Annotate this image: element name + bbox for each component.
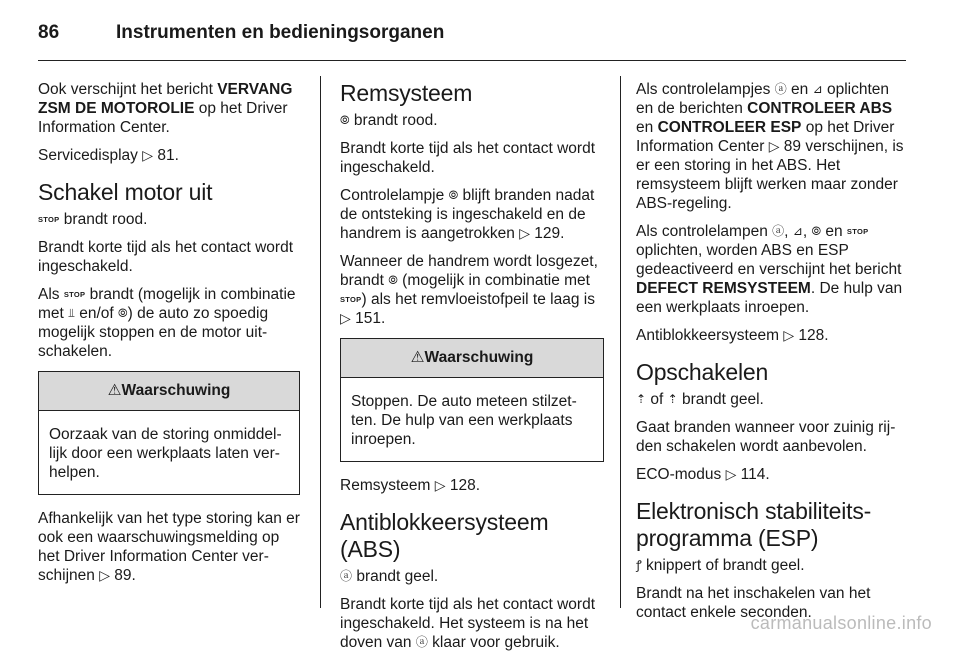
column-divider — [620, 76, 621, 608]
paragraph: Brandt korte tijd als het contact wordt ingeschakeld. — [340, 140, 596, 176]
column-1 — [38, 80, 300, 594]
paragraph: STOP brandt rood. — [38, 211, 148, 228]
warning-text: Oorzaak van de storing onmiddellijk door een werkplaats laten verhelpen. — [49, 426, 282, 481]
paragraph: Brandt korte tijd als het contact wordt ingeschakeld. — [38, 239, 294, 275]
paragraph: Antiblokkeersysteem ▷ 128. — [636, 327, 829, 344]
arrow-icon: ▷ — [340, 310, 351, 326]
warning-title: Waarschuwing — [121, 382, 231, 399]
esp-icon: ⊿ — [812, 82, 823, 96]
paragraph: Wanneer de handrem wordt losgezet, brandt ⦾ (mogelijk in combinatie met STOP) als het remvloeistofpeil te laag is ▷ 151. — [340, 253, 598, 327]
warning-box — [340, 338, 604, 462]
paragraph: Gaat branden wanneer voor zuinig rijden schakelen wordt aanbevolen. — [636, 419, 896, 455]
warning-icon: ⚠ — [107, 382, 122, 399]
paragraph: ⦾ brandt rood. — [340, 112, 438, 129]
brake-icon: ⦾ — [811, 224, 822, 238]
warning-box — [38, 371, 300, 495]
paragraph: ⇡ of ⇡ brandt geel. — [636, 391, 764, 408]
arrow-icon: ▷ — [519, 225, 530, 241]
arrow-icon: ▷ — [725, 466, 737, 482]
paragraph: Servicedisplay ▷ 81. — [38, 147, 179, 164]
paragraph: Brandt korte tijd als het contact wordt ingeschakeld. Het systeem is na het doven van ⓐ klaar voor gebruik. — [340, 596, 596, 651]
esp-off-icon: ꝭ — [636, 558, 642, 572]
brake-icon: ⦾ — [118, 306, 128, 320]
warning-title: Waarschuwing — [424, 349, 534, 366]
esp-icon: ⊿ — [792, 224, 803, 238]
abs-icon: ⓐ — [772, 224, 785, 238]
stop-icon: STOP — [38, 215, 60, 224]
abs-icon: ⓐ — [340, 569, 353, 583]
paragraph: ECO-modus ▷ 114. — [636, 466, 770, 483]
arrow-icon: ▷ — [768, 138, 780, 154]
paragraph: Als STOP brandt (mogelijk in combinatie met ⫫ en/of ⦾) de auto zo spoedig mogelijk stoppen en de motor uitschakelen. — [38, 286, 296, 360]
brake-icon: ⦾ — [388, 273, 398, 287]
stop-icon: STOP — [846, 227, 869, 236]
paragraph: Brandt na het inschakelen van het contact enkele seconden. — [636, 585, 871, 621]
paragraph: Als controlelampjes ⓐ en ⊿ oplichten en de berichten CONTROLEER ABS en CONTROLEER ESP op het Driver Information Center ▷ 89 verschijnen, is er een storing in het ABS. Het remsysteem blijft werken maar zonder ABS-regeling. — [636, 81, 904, 212]
warning-text: Stoppen. De auto meteen stilzetten. De hulp van een werkplaats inroepen. — [351, 393, 577, 448]
shift-up-icon: ⇡ — [667, 392, 678, 406]
abs-icon: ⓐ — [774, 82, 787, 96]
paragraph: ꝭ knippert of brandt geel. — [636, 557, 805, 574]
abs-icon: ⓐ — [415, 635, 428, 649]
section-heading: Antiblokkeersysteem (ABS) — [340, 509, 549, 562]
arrow-icon: ▷ — [142, 147, 154, 163]
column-2 — [340, 80, 604, 661]
paragraph: ⓐ brandt geel. — [340, 568, 439, 585]
arrow-icon: ▷ — [783, 327, 795, 343]
watermark: carmanualsonline.info — [750, 613, 932, 633]
brake-icon: ⦾ — [448, 188, 459, 202]
section-heading: Opschakelen — [636, 359, 769, 385]
warning-icon: ⚠ — [410, 349, 425, 366]
section-heading: Schakel motor uit — [38, 179, 213, 205]
brake-icon: ⦾ — [340, 113, 350, 127]
stop-icon: STOP — [63, 290, 86, 299]
stop-icon: STOP — [340, 295, 362, 304]
page-title: Instrumenten en bedieningsorganen — [116, 22, 445, 43]
arrow-icon: ▷ — [434, 477, 446, 493]
section-heading: Elektronisch stabiliteitsprogramma (ESP) — [636, 498, 872, 551]
column-3 — [636, 80, 904, 631]
header-divider — [38, 60, 906, 61]
paragraph: Remsysteem ▷ 128. — [340, 477, 481, 494]
paragraph: Afhankelijk van het type storing kan er ook een waarschuwingsmelding op het Driver Information Center verschijnen ▷ 89. — [38, 510, 300, 584]
arrow-icon: ▷ — [99, 567, 110, 583]
page-header — [0, 0, 960, 56]
column-divider — [320, 76, 321, 608]
section-heading: Remsysteem — [340, 80, 473, 106]
page-number: 86 — [38, 22, 60, 43]
coolant-temperature-icon: ⫫ — [68, 306, 75, 320]
shift-up-icon: ⇡ — [636, 392, 647, 406]
paragraph: Als controlelampen ⓐ, ⊿, ⦾ en STOP oplichten, worden ABS en ESP gedeactiveerd en verschijnt het bericht DEFECT REMSYSTEEM. De hulp van een werkplaats inroepen. — [636, 223, 903, 316]
paragraph: Controlelampje ⦾ blijft branden nadat de ontsteking is ingeschakeld en de handrem is aangetrokken ▷ 129. — [340, 187, 595, 242]
paragraph: Ook verschijnt het bericht VERVANG ZSM DE MOTOROLIE op het Driver Information Center. — [38, 81, 293, 136]
